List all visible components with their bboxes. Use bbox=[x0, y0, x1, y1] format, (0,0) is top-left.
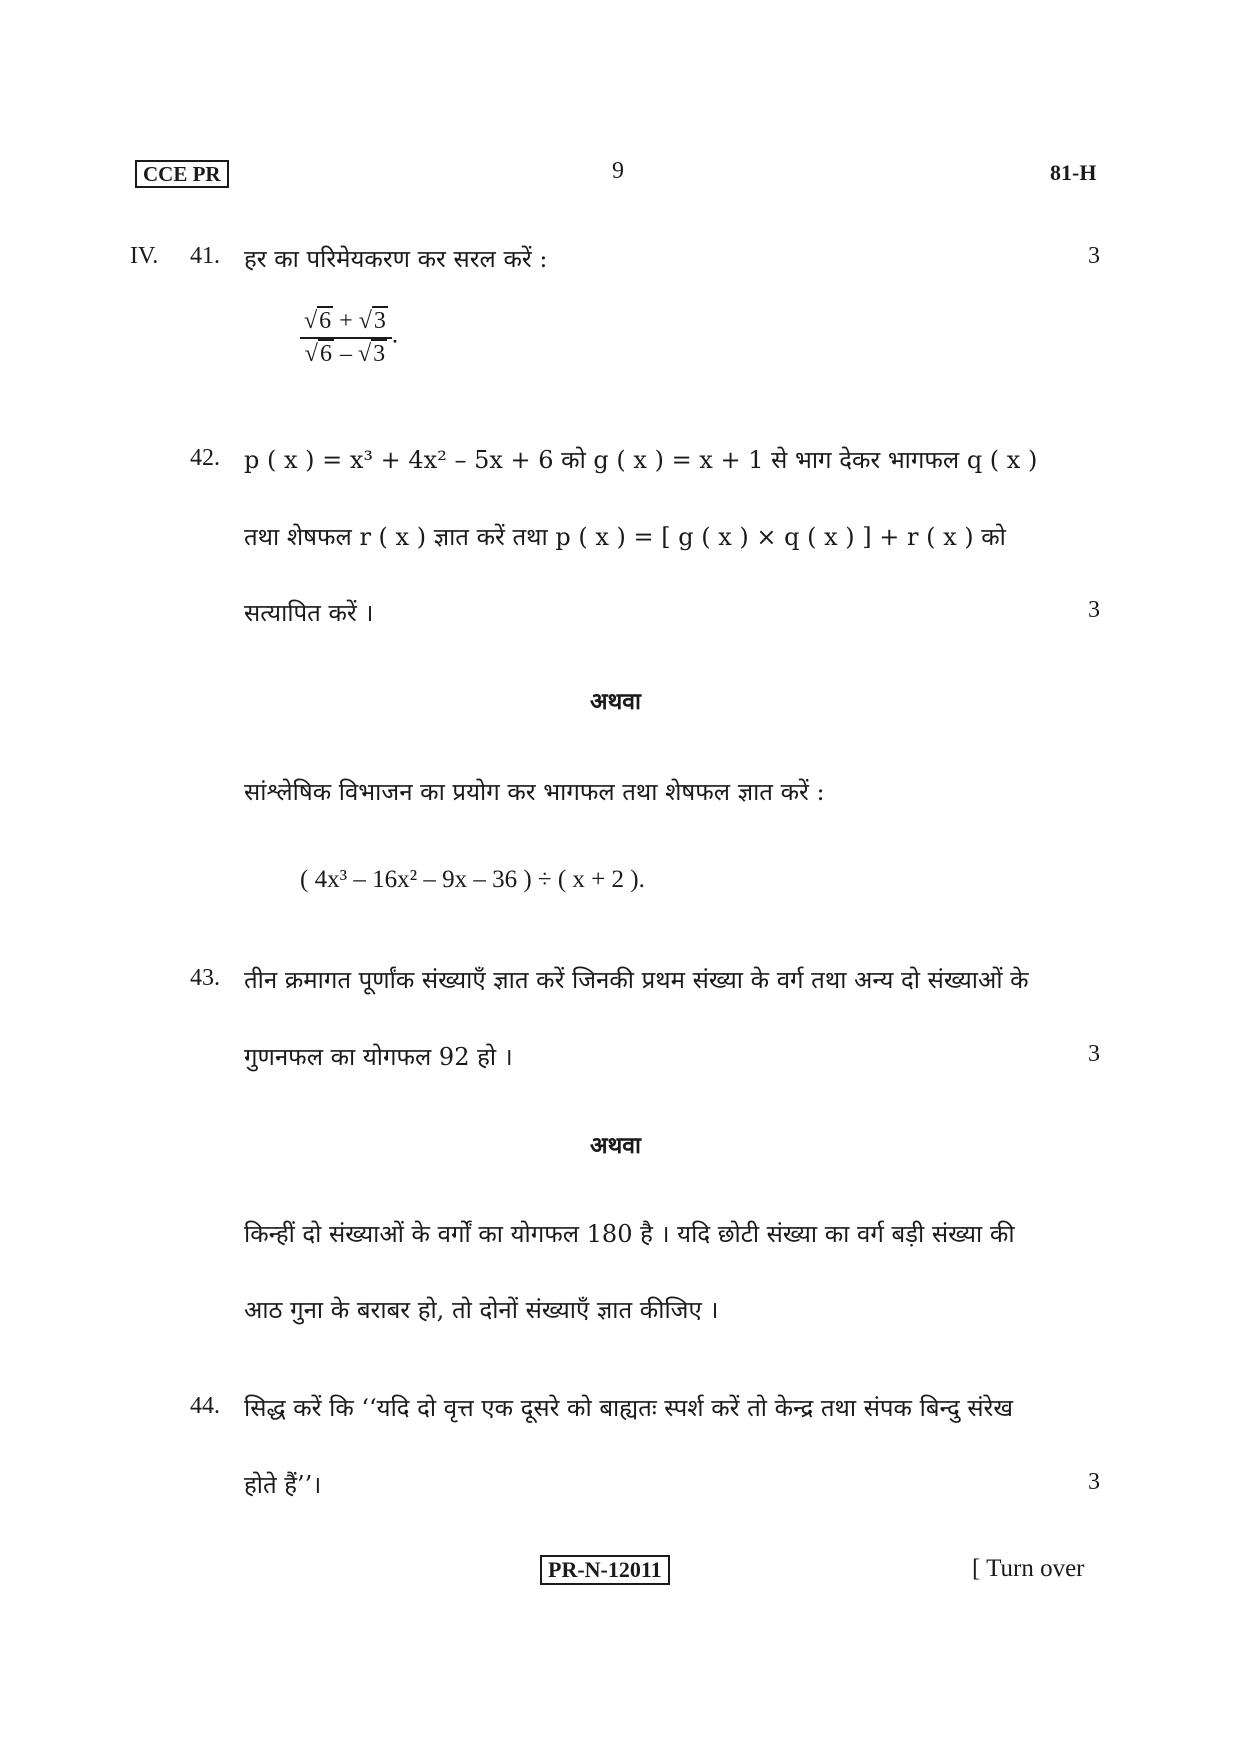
paper-code-right: 81-H bbox=[1050, 160, 1097, 185]
q41-den-op: – bbox=[339, 341, 352, 367]
q41-den-a: 6 bbox=[319, 341, 332, 367]
q43-line1: तीन क्रमागत पूर्णांक संख्याएँ ज्ञात करें जिनकी प्रथम संख्या के वर्ग तथा अन्य दो संख्याओं के bbox=[244, 966, 1029, 994]
q43-alt-line1: किन्हीं दो संख्याओं के वर्गों का योगफल 180 है । यदि छोटी संख्या का वर्ग बड़ी संख्या की bbox=[244, 1220, 1015, 1248]
q42-number: 42. bbox=[190, 445, 220, 471]
q41-num-op: + bbox=[339, 308, 353, 334]
q44-line1: सिद्ध करें कि ‘‘यदि दो वृत्त एक दूसरे को बाह्यतः स्पर्श करें तो केन्द्र तथा संपक बिन्दु संरेख bbox=[244, 1394, 1013, 1422]
q42-line1: p ( x ) = x³ + 4x² – 5x + 6 को g ( x ) = x + 1 से भाग देकर भागफल q ( x ) bbox=[244, 446, 1038, 474]
q41-marks: 3 bbox=[1088, 243, 1100, 269]
q44-number: 44. bbox=[190, 1393, 220, 1419]
paper-code-left: CCE PR bbox=[135, 160, 229, 188]
q41-num-a: 6 bbox=[319, 308, 332, 334]
q41-end: . bbox=[391, 321, 399, 349]
q41-den-b: 3 bbox=[373, 341, 386, 367]
q44-line2: होते हैं’’। bbox=[244, 1471, 322, 1499]
q43-line2: गुणनफल का योगफल 92 हो । bbox=[244, 1043, 513, 1071]
q41-text: हर का परिमेयकरण कर सरल करें : bbox=[244, 245, 548, 273]
q42-or-label: अथवा bbox=[590, 688, 642, 715]
q42-line2: तथा शेषफल r ( x ) ज्ञात करें तथा p ( x ) = [ g ( x ) × q ( x ) ] + r ( x ) को bbox=[244, 523, 1006, 551]
q41-number: 41. bbox=[190, 243, 220, 269]
section-label: IV. bbox=[130, 243, 159, 269]
footer-paper-code: PR-N-12011 bbox=[540, 1555, 670, 1585]
q42-alt-text: सांश्लेषिक विभाजन का प्रयोग कर भागफल तथा शेषफल ज्ञात करें : bbox=[244, 778, 825, 806]
page-number: 9 bbox=[612, 158, 624, 184]
q43-marks: 3 bbox=[1088, 1041, 1100, 1067]
q41-num-b: 3 bbox=[373, 308, 386, 334]
q43-number: 43. bbox=[190, 965, 220, 991]
q42-alt-expression: ( 4x³ – 16x² – 9x – 36 ) ÷ ( x + 2 ). bbox=[300, 866, 645, 893]
q43-or-label: अथवा bbox=[590, 1132, 642, 1159]
q41-fraction: $\frac{√6 + √3}{√6 - √3}$ . bbox=[300, 308, 398, 368]
q43-alt-line2: आठ गुना के बराबर हो, तो दोनों संख्याएँ ज्ञात कीजिए । bbox=[244, 1296, 719, 1324]
q44-marks: 3 bbox=[1088, 1469, 1100, 1495]
q42-marks: 3 bbox=[1088, 597, 1100, 623]
turn-over-label: [ Turn over bbox=[972, 1555, 1085, 1582]
q42-line3: सत्यापित करें । bbox=[244, 599, 374, 627]
